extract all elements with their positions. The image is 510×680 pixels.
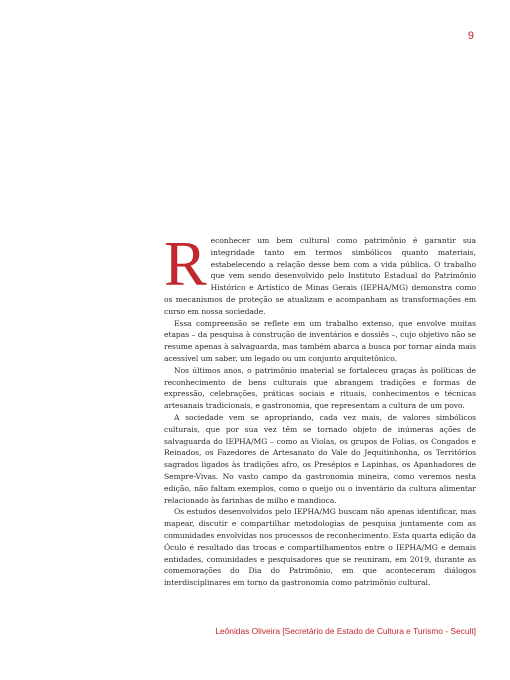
author-signature: Leônidas Oliveira [Secretário de Estado de Cultura e Turismo - Secult]	[215, 626, 476, 636]
paragraph-2: Essa compreensão se reflete em um trabalho extenso, que envolve muitas etapas – da pesquisa à construção de inventários e dossiês –, cujo objetivo não se resume apenas à salvaguarda, mas também abarca a busca por tornar ainda mais acessível um saber, um legado ou um conjunto arquitetônico.	[164, 318, 476, 363]
page-number: 9	[467, 30, 474, 42]
paragraph-3: Nos últimos anos, o patrimônio imaterial se fortaleceu graças às políticas de reconhecimento de bens culturais que abrangem tradições e formas de expressão, celebrações, práticas sociais e rituais, conhecimentos e técnicas artesanais tradicionais, e gastronomia, que representam a cultura de um povo.	[164, 365, 476, 411]
paragraph-4: A sociedade vem se apropriando, cada vez mais, de valores simbólicos culturais, que por sua vez têm se tornado objeto de inúmeras ações de salvaguarda do IEPHA/MG – como as Violas, os grupos de Folias, os Congados e Reinados, os Fazedores de Artesanato do Vale do Jequitinhonha, os Territórios sagrados ligados às tradições afro, os Presépios e Lapinhas, os Apanhadores de Sempre-Vivas. No vasto campo da gastronomia mineira, como veremos nesta edição, não faltam exemplos, como o queijo ou o inventário da cultura alimentar relacionado às farinhas de milho e mandioca.	[164, 412, 476, 505]
drop-cap: R	[164, 228, 207, 299]
article-body	[164, 228, 476, 589]
paragraph-1-text: econhecer um bem cultural como patrimônio é garantir sua integridade tanto em termos simbólicos quanto materiais, estabelecendo a relação desse bem com a vida pública. O trabalho que vem sendo desenvolvido pelo Instituto Estadual do Patrimônio Histórico e Artístico de Minas Gerais (IEPHA/MG) demonstra como os mecanismos de proteção se atualizam e acompanham as transformações em curso em nossa sociedade.	[164, 236, 476, 316]
paragraph-5: Os estudos desenvolvidos pelo IEPHA/MG buscam não apenas identificar, mas mapear, discutir e compartilhar metodologias de pesquisa juntamente com as comunidades envolvidas nos processos de reconhecimento. Esta quarta edição da Óculo é resultado das trocas e compartilhamentos entre o IEPHA/MG e demais entidades, comunidades e pesquisadores que se reuniram, em 2019, durante as comemorações do Dia do Patrimônio, em que aconteceram diálogos interdisciplinares em torno da gastronomia como patrimônio cultural.	[164, 507, 476, 588]
paragraph-1	[164, 228, 476, 318]
